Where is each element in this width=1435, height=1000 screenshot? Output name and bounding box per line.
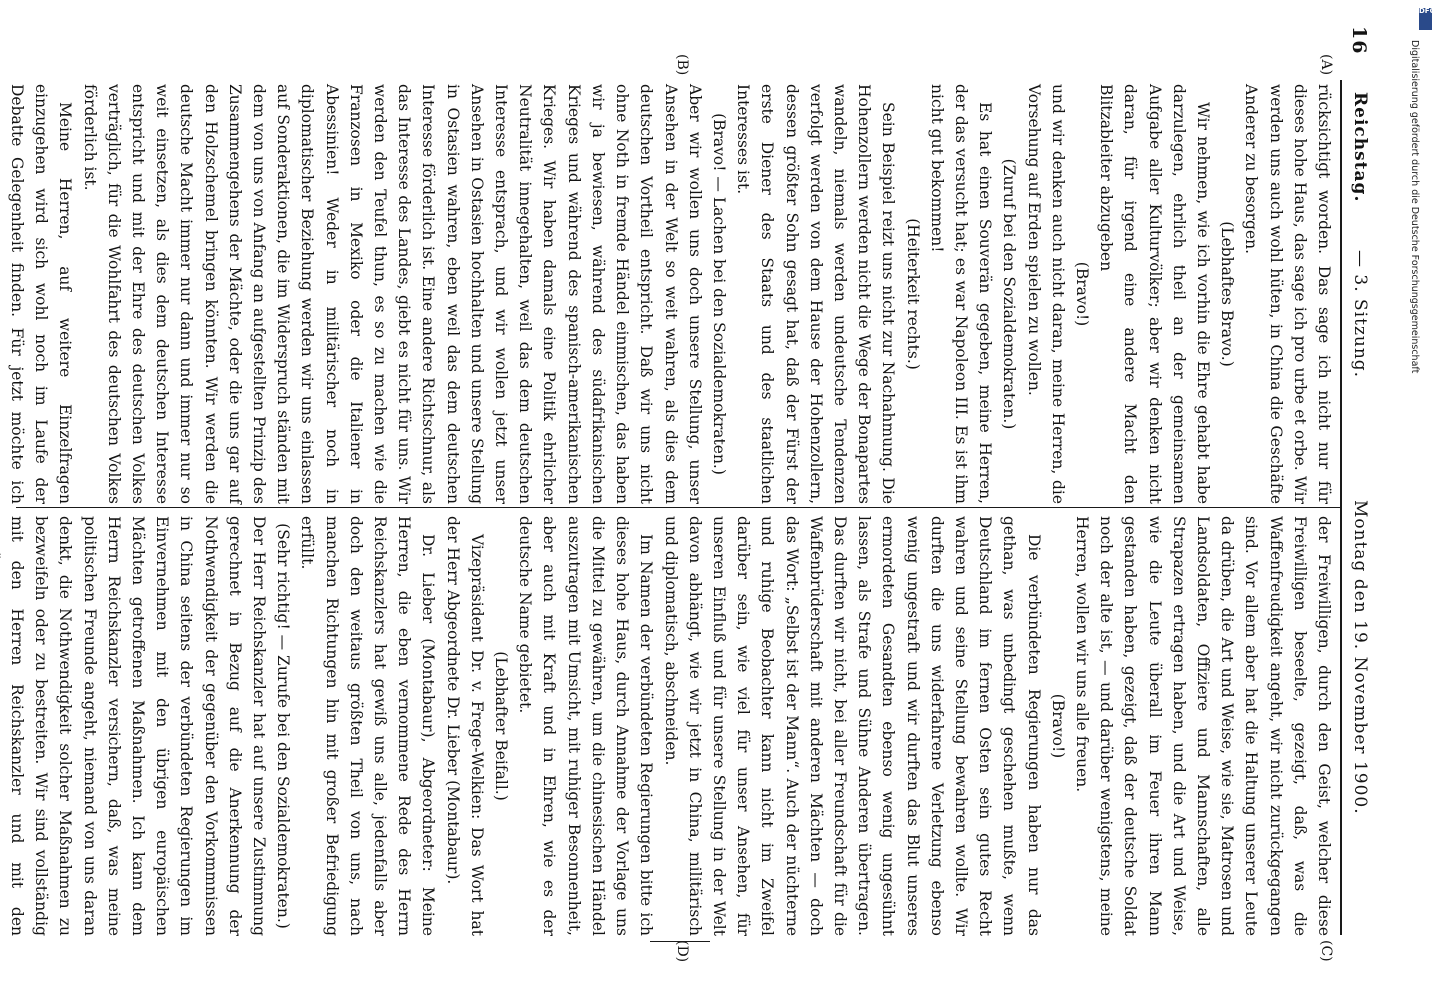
paragraph: Meine Herren, auf weitere Einzelfragen einzugehen wird sich wohl noch im Laufe der Debatte Gelegenheit finden. Für jetzt möchte ich: [8, 84, 75, 504]
margin-marker-d: (D): [674, 940, 690, 963]
interjection: (Bravo! — Lachen bei den Sozialdemokraten.): [709, 113, 728, 475]
paragraph: Die verbündeten Regierungen haben nur das gethan, was unbedingt geschehen mußte, wenn Deutschland im fernen Osten sein gutes Recht wahren und seine Stellung bewahren wollte. Wir durften die uns widerfahrene Verletzung ebenso wenig ungestraft und wir durften das Blut unseres ermordeten Gesandten ebenso wenig ungesühnt lassen, als Strafe und Sühne Anderen übertragen. Das durften wir nicht, bei aller Freundschaft für die Waffenbrüderschaft mit anderen Mächten — doch das Wort: „Selbst ist der Mann“. Auch der nüchterne und ruhige Beobachter kann nicht im Zweifel darüber sein, wie viel für unser Ansehen, für unseren Einfluß und für unsere Stellung in der Welt davon abhängt, wie wir jetzt in China, militärisch und diplomatisch, abschneiden.: [661, 516, 1043, 936]
column-divider: [16, 507, 1342, 508]
handwritten-bracket-mark: [650, 941, 710, 950]
digitization-note-text: Digitalisierung gefördert durch die Deutsche Forschungsgemeinschaft: [1409, 40, 1420, 374]
interjection: (Zuruf bei den Sozialdemokraten.): [1000, 158, 1019, 430]
header-organization: Reichstag.: [1350, 92, 1370, 203]
paragraph: Dr. Lieber (Montabaur), Abgeordneter: Meine Herren, die eben vernommene Rede des Herrn Reichskanzlers hat gewiß uns alle, jedenfalls aber doch den weitaus größten Theil von uns, nach manchen Richtungen hin mit großer Befriedigung erfüllt.: [298, 516, 438, 936]
paragraph: Sein Beispiel reizt uns nicht zur Nachahmung. Die Hohenzollern werden nicht die Wege der Bonapartes wandeln, niemals werden undeutsche Tendenzen verfolgt werden von dem Hause der Hohenzollern, dessen größter Sohn gesagt hat, daß der Fürst der erste Diener des Staats und des staatlichen Interesses ist.: [734, 84, 898, 504]
interjection: (Bravo!): [1072, 261, 1091, 327]
interjection: (Sehr richtig! — Zurufe bei den Sozialdemokraten.): [274, 523, 293, 929]
header-date: Montag den 19. November 1900.: [1350, 500, 1370, 815]
interjection: (Lebhaftes Bravo.): [1218, 221, 1237, 367]
paragraph: Es hat einen Souverän gegeben, meine Herren, der das versucht hat; es war Napoleon III. Es ist ihm nicht gut bekommen!: [927, 84, 995, 504]
paragraph: Aber wir wollen uns doch unsere Stellung, unser Ansehen in der Welt so weit wahren, als dies dem deutschen Vortheil entspricht. Daß wir uns nicht ohne Noth in fremde Händel einmischen, das haben wir ja bewiesen, während des südafrikanischen Krieges und während des spanisch-amerikanischen Krieges. Wir haben damals eine Politik ehrlicher Neutralität innegehalten, weil das dem deutschen Interesse entsprach, und wir wollen jetzt unser Ansehen in Ostasien hochhalten und unsere Stellung in Ostasien wahren, eben weil das dem deutschen Interesse förderlich ist. Eine andere Richtschnur, als das Interesse des Landes, giebt es nicht für uns. Wir werden den Teufel thun, es so zu machen wie die Franzosen in Mexiko oder die Italiener in Abessinien! Weder in militärischer noch in diplomatischer Beziehung werden wir uns einlassen auf Sonderaktionen, die im Widerspruch ständen mit dem von uns von Anfang an aufgestellten Prinzip des Zusammengehens der Mächte, oder die uns gar auf den Holzschemel bringen könnten. Wir werden die deutsche Macht immer nur dann und immer nur so weit einsetzen, als dies dem deutschen Interesse entspricht und mit der Ehre des deutschen Volkes verträglich, für die Wohlfahrt des deutschen Volkes förderlich ist.: [80, 84, 704, 504]
right-text-column: [8, 516, 1336, 936]
paragraph: rücksichtigt worden. Das sage ich nicht nur für dieses hohe Haus, das sage ich pro urbe et orbe. Wir werden uns auch wohl hüten, in China die Geschäfte Anderer zu besorgen.: [1242, 84, 1333, 504]
paragraph: und wir denken auch nicht daran, meine Herren, die Vorsehung auf Erden spielen zu wollen.: [1024, 84, 1067, 504]
margin-marker-b: (B): [674, 54, 690, 76]
dfg-logo: DFG: [1419, 8, 1432, 30]
paragraph: Wir nehmen, wie ich vorhin die Ehre gehabt habe darzulegen, ehrlich theil an der gemeinsamen Aufgabe aller Kulturvölker; aber wir denken nicht daran, für irgend eine andere Macht den Blitzableiter abzugeben: [1097, 84, 1212, 504]
paragraph: Im Namen der verbündeten Regierungen bitte ich dieses hohe Haus, durch Annahme der Vorlage uns die Mittel zu gewähren, um die chinesischen Händel auszutragen mit Umsicht, mit ruhiger Besonnenheit, aber auch mit Kraft und in Ehren, wie es der deutsche Name gebietet.: [516, 516, 656, 936]
interjection: (Bravo!): [1048, 693, 1067, 759]
paragraph: Der Herr Reichskanzler hat auf unsere Zustimmung gerechnet in Bezug auf die Anerkennung der Nothwendigkeit der gegenüber den Vorkommnissen in China seitens der verbündeten Regierungen im Einvernehmen mit den übrigen europäischen Mächten getroffenen Maßnahmen. Ich kann dem Herrn Reichskanzler versichern, daß, was meine politischen Freunde angeht, niemand von uns daran denkt, die Nothwendigkeit solcher Maßnahmen zu bezweifeln oder zu bestreiten. Wir sind vollständig mit den Herren Reichskanzler und mit den: [8, 516, 269, 936]
digitization-note: [1409, 10, 1434, 570]
interjection: (Lebhafter Beifall.): [492, 651, 511, 801]
page-number: 16: [1348, 26, 1370, 55]
margin-marker-c: (C): [1318, 940, 1334, 962]
interjection: (Heiterkeit rechts.): [903, 218, 922, 370]
header-session: — 3. Sitzung.: [1350, 250, 1370, 379]
left-text-column: [8, 84, 1336, 504]
margin-marker-a: (A): [1318, 54, 1334, 76]
paragraph: der Freiwilligen, durch den Geist, welcher diese Freiwilligen beseelte, gezeigt, daß, was die Waffenfreudigkeit angeht, wir nicht zurückgegangen sind. Vor allem aber hat die Haltung unserer Leute da drüben, die Art und Weise, wie sie, Matrosen und Landsoldaten, Offiziere und Mannschaften, alle Strapazen ertragen haben, und die Art und Weise, wie die Leute überall im Feuer ihren Mann gestanden haben, gezeigt, daß der deutsche Soldat noch der alte ist, — und darüber wenigstens, meine Herren, wollen wir uns alle freuen.: [1072, 516, 1333, 936]
paragraph: Vizepräsident Dr. v. Frege-Welkien: Das Wort hat der Herr Abgeordnete Dr. Lieber (Montabaur).: [443, 516, 486, 936]
